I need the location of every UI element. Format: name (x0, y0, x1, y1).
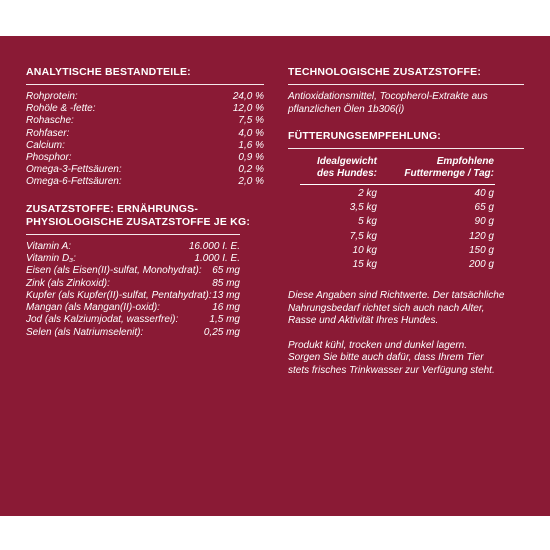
technological-rule (288, 84, 524, 85)
additives-title-line1: ZUSATZSTOFFE: ERNÄHRUNGS- (26, 202, 199, 215)
right-column (288, 66, 524, 377)
table-row: 10 kg 150 g (352, 244, 494, 256)
additive-row: Vitamin A: 16.000 I. E. (26, 240, 240, 252)
additive-row: Vitamin D₃: 1.000 I. E. (26, 252, 240, 264)
technological-title: TECHNOLOGISCHE ZUSATZSTOFFE: (288, 66, 482, 78)
technological-text-line1: Antioxidationsmittel, Tocopherol-Extrakte aus (288, 91, 488, 102)
additive-row: Jod (als Kalziumjodat, wasserfrei): 1,5 mg (26, 314, 240, 326)
analytic-row: Rohasche: 7,5 % (26, 115, 264, 127)
table-row: 15 kg 200 g (352, 259, 494, 271)
analytic-row: Omega-3-Fettsäuren: 0,2 % (26, 164, 264, 176)
note-line: Rasse und Aktivität Ihres Hundes. (288, 315, 439, 327)
feeding-title: FÜTTERUNGSEMPFEHLUNG: (288, 130, 441, 142)
analytic-row: Phosphor: 0,9 % (26, 152, 264, 164)
additive-row: Eisen (als Eisen(II)-sulfat, Monohydrat): 65 mg (26, 265, 240, 277)
analytic-row: Omega-6-Fettsäuren: 2,0 % (26, 176, 264, 188)
additives-list (26, 241, 240, 339)
additive-row: Selen (als Natriumselenit): 0,25 mg (26, 326, 240, 338)
feeding-col-amount-header: Empfohlene Futtermenge / Tag: (404, 156, 494, 179)
storage-line: stets frisches Trinkwasser zur Verfügung steht. (288, 364, 495, 376)
table-row: 7,5 kg 120 g (349, 230, 494, 242)
additive-row: Mangan (als Mangan(II)-oxid): 16 mg (26, 302, 240, 314)
analytic-rule (26, 84, 264, 85)
feeding-header-row (288, 155, 495, 181)
table-row: 3,5 kg 65 g (349, 202, 494, 214)
storage-line: Produkt kühl, trocken und dunkel lagern. (288, 339, 467, 351)
storage-line: Sorgen Sie bitte auch dafür, dass Ihrem Tier (288, 352, 484, 364)
additives-rule (26, 234, 240, 235)
additive-row: Zink (als Zinkoxid): 85 mg (26, 277, 240, 289)
analytic-row: Calcium: 1,6 % (26, 139, 264, 151)
note-line: Diese Angaben sind Richtwerte. Der tatsächliche (288, 290, 505, 302)
feeding-col-weight-header: Idealgewicht des Hundes: (316, 156, 377, 179)
note-line: Nahrungsbedarf richtet sich auch nach Alter, (288, 302, 485, 314)
additive-row: Kupfer (als Kupfer(II)-sulfat, Pentahydrat): 13 mg (26, 289, 240, 301)
analytic-list (26, 91, 264, 189)
analytic-title: ANALYTISCHE BESTANDTEILE: (26, 66, 191, 78)
analytic-row: Rohfaser: 4,0 % (26, 127, 264, 139)
additives-title-line2: PHYSIOLOGISCHE ZUSATZSTOFFE JE KG: (26, 215, 251, 228)
feeding-table (288, 155, 495, 272)
left-column (26, 66, 264, 339)
technological-text-line2: pflanzlichen Ölen 1b306(i) (288, 103, 405, 115)
table-row: 2 kg 40 g (358, 188, 494, 199)
feeding-rule (288, 148, 524, 149)
analytic-row: Rohöle & -fette: 12,0 % (26, 103, 264, 115)
analytic-row: Rohprotein: 24,0 % (26, 91, 264, 102)
table-row: 5 kg 90 g (358, 216, 494, 228)
